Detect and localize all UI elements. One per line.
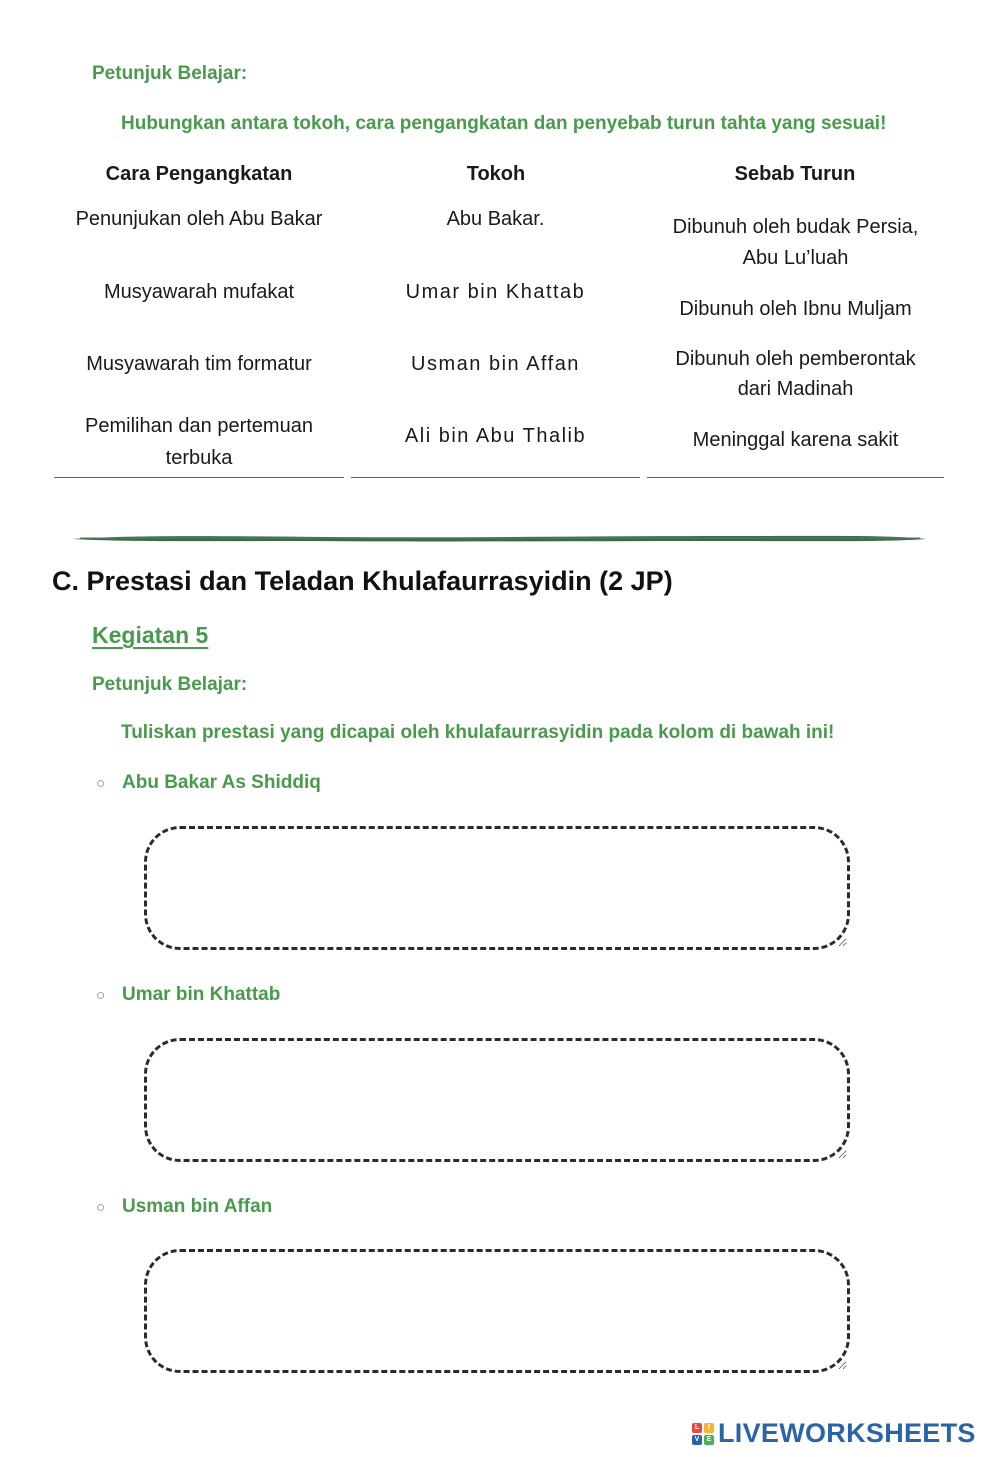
tokoh-item[interactable]: Usman bin Affan xyxy=(411,353,580,375)
logo-text: LIVEWORKSHEETS xyxy=(718,1418,976,1448)
logo-grid-icon xyxy=(692,1423,714,1445)
sebab-item[interactable]: Dibunuh oleh budak Persia, Abu Lu’luah xyxy=(672,216,919,269)
khalifah-item xyxy=(96,772,321,794)
sebab-item[interactable]: Dibunuh oleh Ibnu Muljam xyxy=(679,298,912,320)
circle-bullet-icon: ○ xyxy=(96,986,106,1004)
sebab-item[interactable]: Meninggal karena sakit xyxy=(692,429,899,451)
section-title: C. Prestasi dan Teladan Khulafaurrasyidin (2 JP) xyxy=(52,566,673,596)
logo-letter: L xyxy=(692,1423,702,1433)
instruction-label: Petunjuk Belajar: xyxy=(92,63,248,84)
circle-bullet-icon: ○ xyxy=(96,774,106,792)
instruction-label: Petunjuk Belajar: xyxy=(92,674,248,695)
khalifah-name: Usman bin Affan xyxy=(122,1196,273,1217)
cara-item[interactable]: Penunjukan oleh Abu Bakar xyxy=(75,208,323,230)
instruction-text: Hubungkan antara tokoh, cara pengangkatan dan penyebab turun tahta yang sesuai! xyxy=(121,113,887,134)
sebab-item[interactable]: Dibunuh oleh pemberontak dari Madinah xyxy=(675,348,916,400)
cara-item[interactable]: Musyawarah tim formatur xyxy=(86,353,312,375)
column-underline xyxy=(54,477,344,478)
column-underline xyxy=(351,477,640,478)
answer-box-umar[interactable] xyxy=(144,1038,850,1162)
logo-letter: I xyxy=(704,1423,714,1433)
tokoh-item[interactable]: Umar bin Khattab xyxy=(405,281,586,303)
brush-divider xyxy=(70,533,928,543)
column-underline xyxy=(647,477,944,478)
header-sebab-turun: Sebab Turun xyxy=(734,163,856,185)
liveworksheets-logo xyxy=(692,1418,976,1449)
tokoh-item[interactable]: Abu Bakar. xyxy=(446,208,545,230)
khalifah-item xyxy=(96,984,280,1006)
tokoh-item[interactable]: Ali bin Abu Thalib xyxy=(404,425,587,447)
khalifah-name: Abu Bakar As Shiddiq xyxy=(122,772,321,793)
cara-item[interactable]: Musyawarah mufakat xyxy=(103,281,295,303)
khalifah-name: Umar bin Khattab xyxy=(122,984,281,1005)
logo-letter: V xyxy=(692,1435,702,1445)
header-tokoh: Tokoh xyxy=(466,163,526,185)
circle-bullet-icon: ○ xyxy=(96,1198,106,1216)
logo-letter: E xyxy=(704,1435,714,1445)
instruction-text: Tuliskan prestasi yang dicapai oleh khulafaurrasyidin pada kolom di bawah ini! xyxy=(121,722,835,743)
khalifah-item xyxy=(96,1196,272,1218)
answer-box-usman[interactable] xyxy=(144,1249,850,1373)
cara-item[interactable]: Pemilihan dan pertemuan terbuka xyxy=(85,415,313,469)
header-cara-pengangkatan: Cara Pengangkatan xyxy=(105,163,293,185)
kegiatan-heading: Kegiatan 5 xyxy=(92,622,209,648)
answer-box-abu-bakar[interactable] xyxy=(144,826,850,950)
